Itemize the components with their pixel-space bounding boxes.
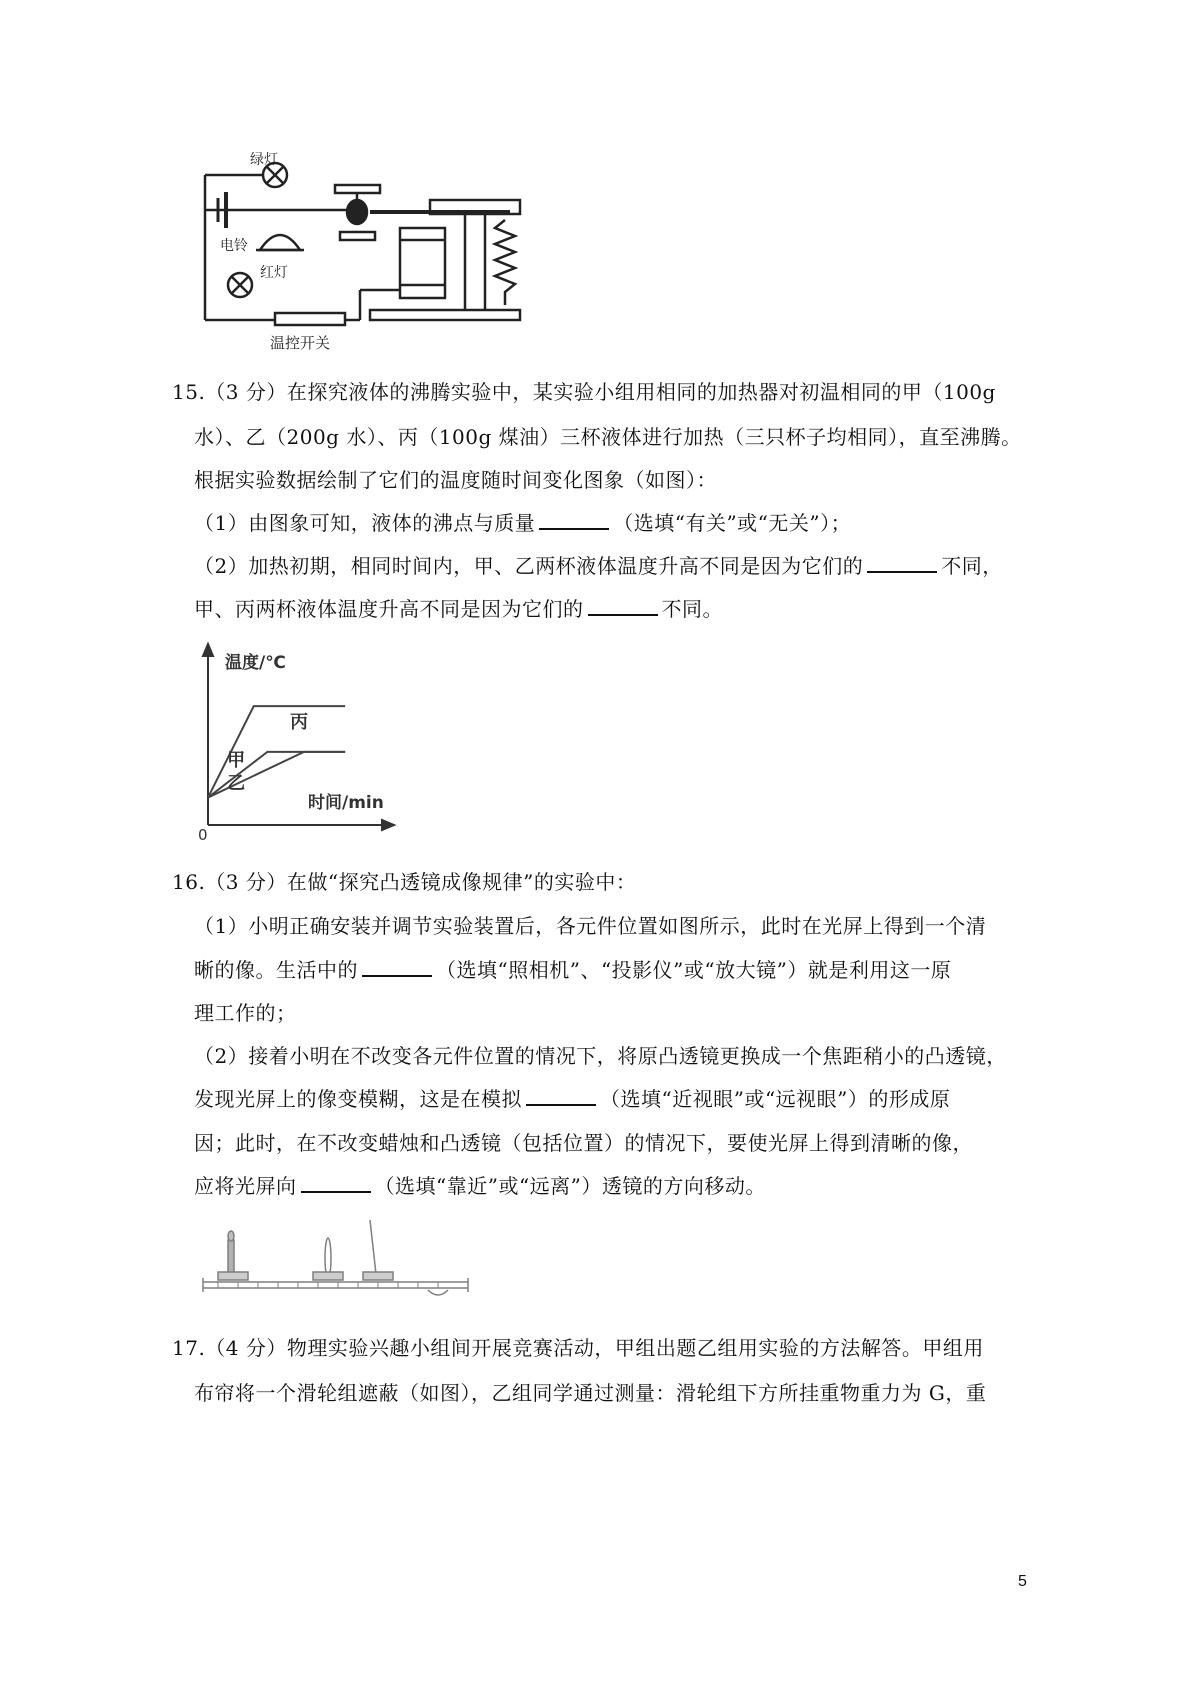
page-number: 5 [1018,1573,1027,1590]
origin-label: 0 [198,826,208,844]
q16-line1: 16.（3 分）在做“探究凸透镜成像规律”的实验中： [172,870,637,894]
q16-part1-line3: 理工作的； [194,1001,297,1025]
answer-blank [301,1173,371,1193]
q17-line1: 17.（4 分）物理实验兴趣小组间开展竞赛活动，甲组出题乙组用实验的方法解答。甲组用 [172,1336,984,1360]
q15-part1-text-b: （选填“有关”或“无关”）； [613,511,852,535]
q16-part2-text-c: 应将光屏向 [194,1174,297,1198]
q16-part2-text-a: 发现光屏上的像变模糊，这是在模拟 [194,1087,522,1111]
q15-line3: 根据实验数据绘制了它们的温度随时间变化图象（如图）： [194,468,717,492]
q15-part2-text-b: 不同， [941,554,1003,578]
q15-part3-text-b: 不同。 [661,597,723,621]
x-axis-arrow [382,820,394,830]
q17-line2: 布帘将一个滑轮组遮蔽（如图），乙组同学通过测量：滑轮组下方所挂重物重力为 G，重 [194,1381,987,1405]
q15-part2 [194,553,1003,579]
series-label-2: 乙 [227,772,246,794]
relay-circuit-figure [190,140,540,360]
q16-part1-line1: （1）小明正确安装并调节实验装置后，各元件位置如图所示，此时在光屏上得到一个清 [194,914,987,938]
temperature-time-chart [190,640,420,845]
lamp-top-label: 绿灯 [250,152,278,168]
answer-blank [526,1086,596,1106]
q15-line1: 15.（3 分）在探究液体的沸腾实验中，某实验小组用相同的加热器对初温相同的甲（100g [172,380,996,404]
bell-label: 电铃 [220,238,248,254]
answer-blank [867,553,937,573]
q15-part2-text-a: （2）加热初期，相同时间内，甲、乙两杯液体温度升高不同是因为它们的 [194,554,864,578]
q16-part2-line1: （2）接着小明在不改变各元件位置的情况下，将原凸透镜更换成一个焦距稍小的凸透镜， [194,1044,1007,1068]
q15-line2: 水）、乙（200g 水）、丙（100g 煤油）三杯液体进行加热（三只杯子均相同），直至沸腾。 [194,425,1022,449]
answer-blank [539,510,609,530]
q16-part2-line4 [194,1173,766,1199]
answer-blank [588,596,658,616]
x-axis-label: 时间/min [308,793,384,813]
answer-blank [362,957,432,977]
q15-part1-text-a: （1）由图象可知，液体的沸点与质量 [194,511,536,535]
q16-part1-text-a: 晰的像。生活中的 [194,958,358,982]
q15-part3-text-a: 甲、丙两杯液体温度升高不同是因为它们的 [194,597,584,621]
q16-part1-line2 [194,957,951,983]
optical-bench-figure [198,1210,478,1305]
q16-part2-line2 [194,1086,950,1112]
q15-part1 [194,510,851,536]
q16-part2-text-d: （选填“靠近”或“远离”）透镜的方向移动。 [374,1174,766,1198]
lamp-bottom-label: 红灯 [260,265,288,281]
series-label-0: 丙 [290,712,309,734]
switch-label: 温控开关 [270,334,331,352]
q16-part2-text-b: （选填“近视眼”或“远视眼”）的形成原 [600,1087,951,1111]
q16-part2-line3: 因；此时，在不改变蜡烛和凸透镜（包括位置）的情况下，要使光屏上得到清晰的像， [194,1131,973,1155]
y-axis-label: 温度/℃ [225,653,286,673]
q16-part1-text-b: （选填“照相机”、“投影仪”或“放大镜”）就是利用这一原 [436,958,952,982]
series-label-1: 甲 [227,749,246,771]
q15-part3 [194,596,723,622]
y-axis-arrow [203,644,213,656]
